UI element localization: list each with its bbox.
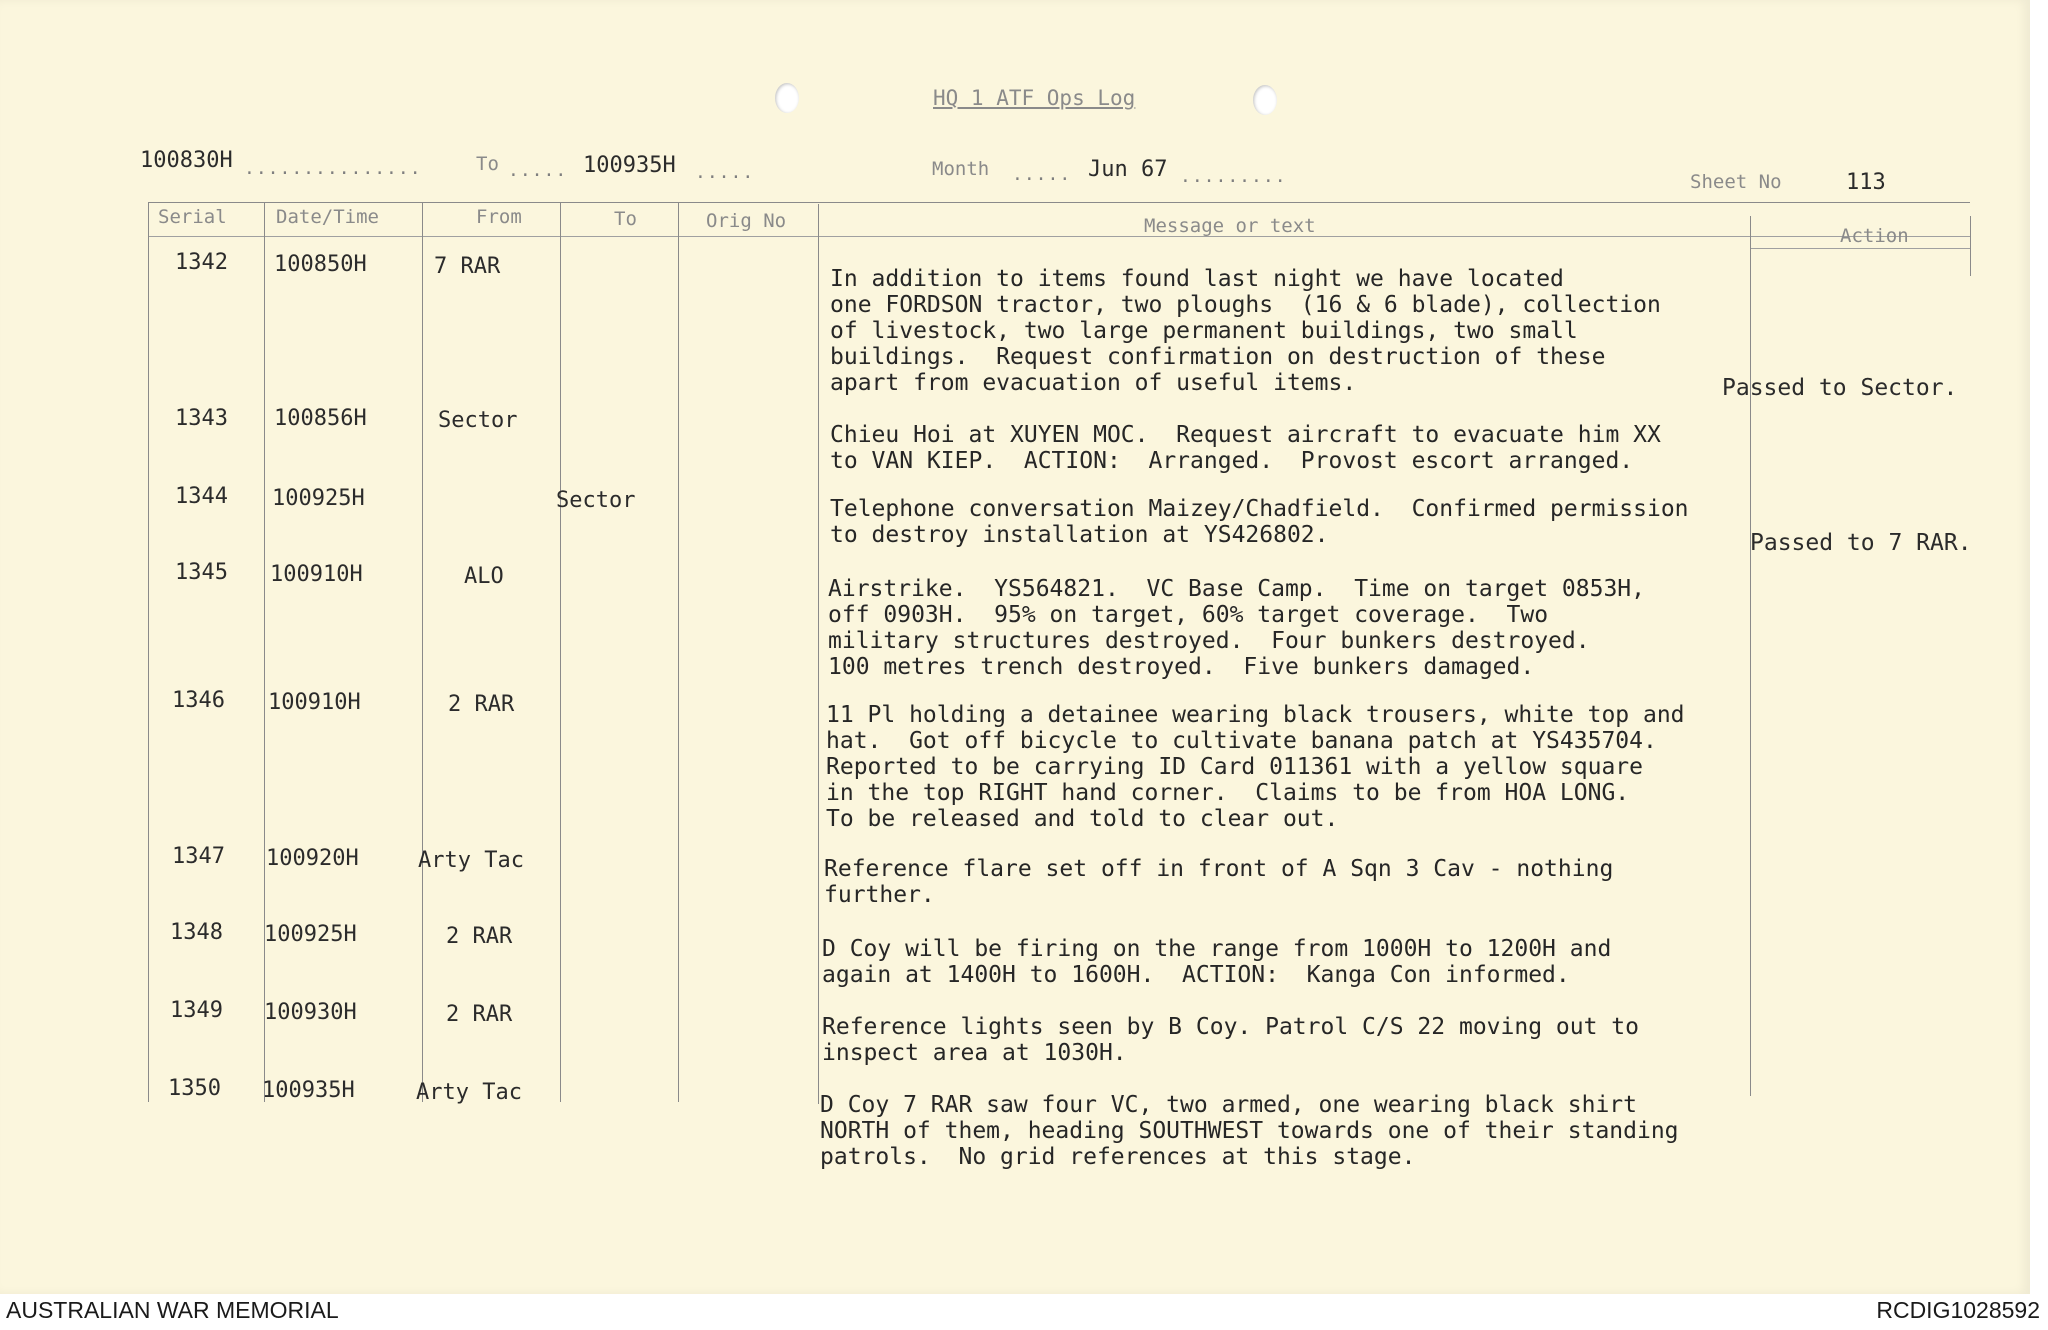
from-dots: ...............	[244, 158, 422, 179]
row-message: 11 Pl holding a detainee wearing black trousers, white top and hat. Got off bicycle to cultivate banana patch at YS435704. Reported to be carrying ID Card 011361 with a yellow square in the top RIGHT hand corner. Claims to be from HOA LONG. To be released and told to clear out.	[826, 702, 1685, 832]
sheet-no-value: 113	[1846, 170, 1886, 195]
col-header-orig-no: Orig No	[706, 210, 787, 232]
row-from: 7 RAR	[434, 254, 501, 279]
row-datetime: 100910H	[270, 562, 363, 587]
col-divider-3	[422, 202, 423, 1102]
to-dots-1: .....	[508, 160, 568, 181]
month-dots-2: .........	[1180, 166, 1287, 187]
row-from: ALO	[464, 564, 504, 589]
row-datetime: 100930H	[264, 1000, 357, 1025]
col-divider-6	[818, 204, 819, 1104]
row-serial: 1346	[172, 688, 225, 713]
col-header-datetime: Date/Time	[276, 206, 379, 228]
col-divider-4	[560, 202, 561, 1102]
to-dots-2: .....	[695, 162, 755, 183]
page-title: HQ 1 ATF Ops Log	[933, 86, 1136, 110]
row-from: Arty Tac	[418, 848, 524, 873]
row-from: 2 RAR	[446, 1002, 513, 1027]
month-value: Jun 67	[1088, 157, 1168, 182]
row-message: Reference lights seen by B Coy. Patrol C/S 22 moving out to inspect area at 1030H.	[822, 1014, 1639, 1066]
row-serial: 1344	[175, 484, 228, 509]
row-datetime: 100850H	[274, 252, 367, 277]
row-serial: 1350	[168, 1076, 221, 1101]
punch-hole-right	[1253, 85, 1277, 115]
row-message: Telephone conversation Maizey/Chadfield. Confirmed permission to destroy installation at YS426802.	[830, 496, 1689, 548]
row-message: Airstrike. YS564821. VC Base Camp. Time on target 0853H, off 0903H. 95% on target, 60% target coverage. Two military structures destroyed. Four bunkers destroyed. 100 metres trench destroyed. Five bunkers damaged.	[828, 576, 1645, 680]
row-from: 2 RAR	[446, 924, 513, 949]
row-action: Passed to 7 RAR.	[1750, 530, 1972, 556]
action-header-rule	[1750, 248, 1970, 249]
row-datetime: 100910H	[268, 690, 361, 715]
row-message: D Coy will be firing on the range from 1000H to 1200H and again at 1400H to 1600H. ACTION: Kanga Con informed.	[822, 936, 1612, 988]
col-divider-5	[678, 202, 679, 1102]
row-datetime: 100925H	[264, 922, 357, 947]
punch-hole-left	[775, 83, 799, 113]
row-serial: 1347	[172, 844, 225, 869]
col-header-to: To	[614, 208, 637, 230]
row-datetime: 100935H	[262, 1078, 355, 1103]
row-serial: 1349	[170, 998, 223, 1023]
month-label: Month	[932, 158, 990, 180]
col-header-action: Action	[1840, 225, 1909, 247]
col-divider-2	[264, 202, 265, 1102]
month-dots-1: .....	[1012, 164, 1072, 185]
sheet-no-label: Sheet No	[1690, 171, 1782, 193]
row-serial: 1348	[170, 920, 223, 945]
row-from: Sector	[438, 408, 518, 433]
row-message: In addition to items found last night we have located one FORDSON tractor, two ploughs (16 & 6 blade), collection of livestock, two large permanent buildings, two small buildings. Request confirmation on destruction of these apart from evacuation of useful items.	[830, 266, 1661, 396]
col-header-message: Message or text	[1144, 215, 1316, 237]
row-datetime: 100920H	[266, 846, 359, 871]
row-action: Passed to Sector.	[1722, 375, 1958, 401]
row-serial: 1342	[175, 250, 228, 275]
col-header-serial: Serial	[158, 206, 227, 228]
col-divider-8	[1970, 216, 1971, 276]
edge-marks	[52, 290, 62, 470]
col-divider-1	[148, 202, 149, 1102]
col-divider-7	[1750, 216, 1751, 1096]
row-from: 2 RAR	[448, 692, 515, 717]
row-message: Chieu Hoi at XUYEN MOC. Request aircraft to evacuate him XX to VAN KIEP. ACTION: Arranged. Provost escort arranged.	[830, 422, 1661, 474]
row-serial: 1343	[175, 406, 228, 431]
col-header-from: From	[476, 206, 522, 228]
row-datetime: 100856H	[274, 406, 367, 431]
row-message: D Coy 7 RAR saw four VC, two armed, one wearing black shirt NORTH of them, heading SOUTHWEST towards one of their standing patrols. No grid references at this stage.	[820, 1092, 1679, 1170]
row-datetime: 100925H	[272, 486, 365, 511]
row-message: Reference flare set off in front of A Sqn 3 Cav - nothing further.	[824, 856, 1614, 908]
row-serial: 1345	[175, 560, 228, 585]
footer-source: AUSTRALIAN WAR MEMORIAL	[6, 1297, 339, 1323]
row-to: Sector	[556, 488, 636, 513]
from-value: 100830H	[140, 148, 233, 173]
to-label: To	[476, 153, 499, 175]
to-value: 100935H	[583, 153, 676, 178]
footer-record-id: RCDIG1028592	[1876, 1297, 2040, 1323]
row-from: Arty Tac	[416, 1080, 522, 1105]
